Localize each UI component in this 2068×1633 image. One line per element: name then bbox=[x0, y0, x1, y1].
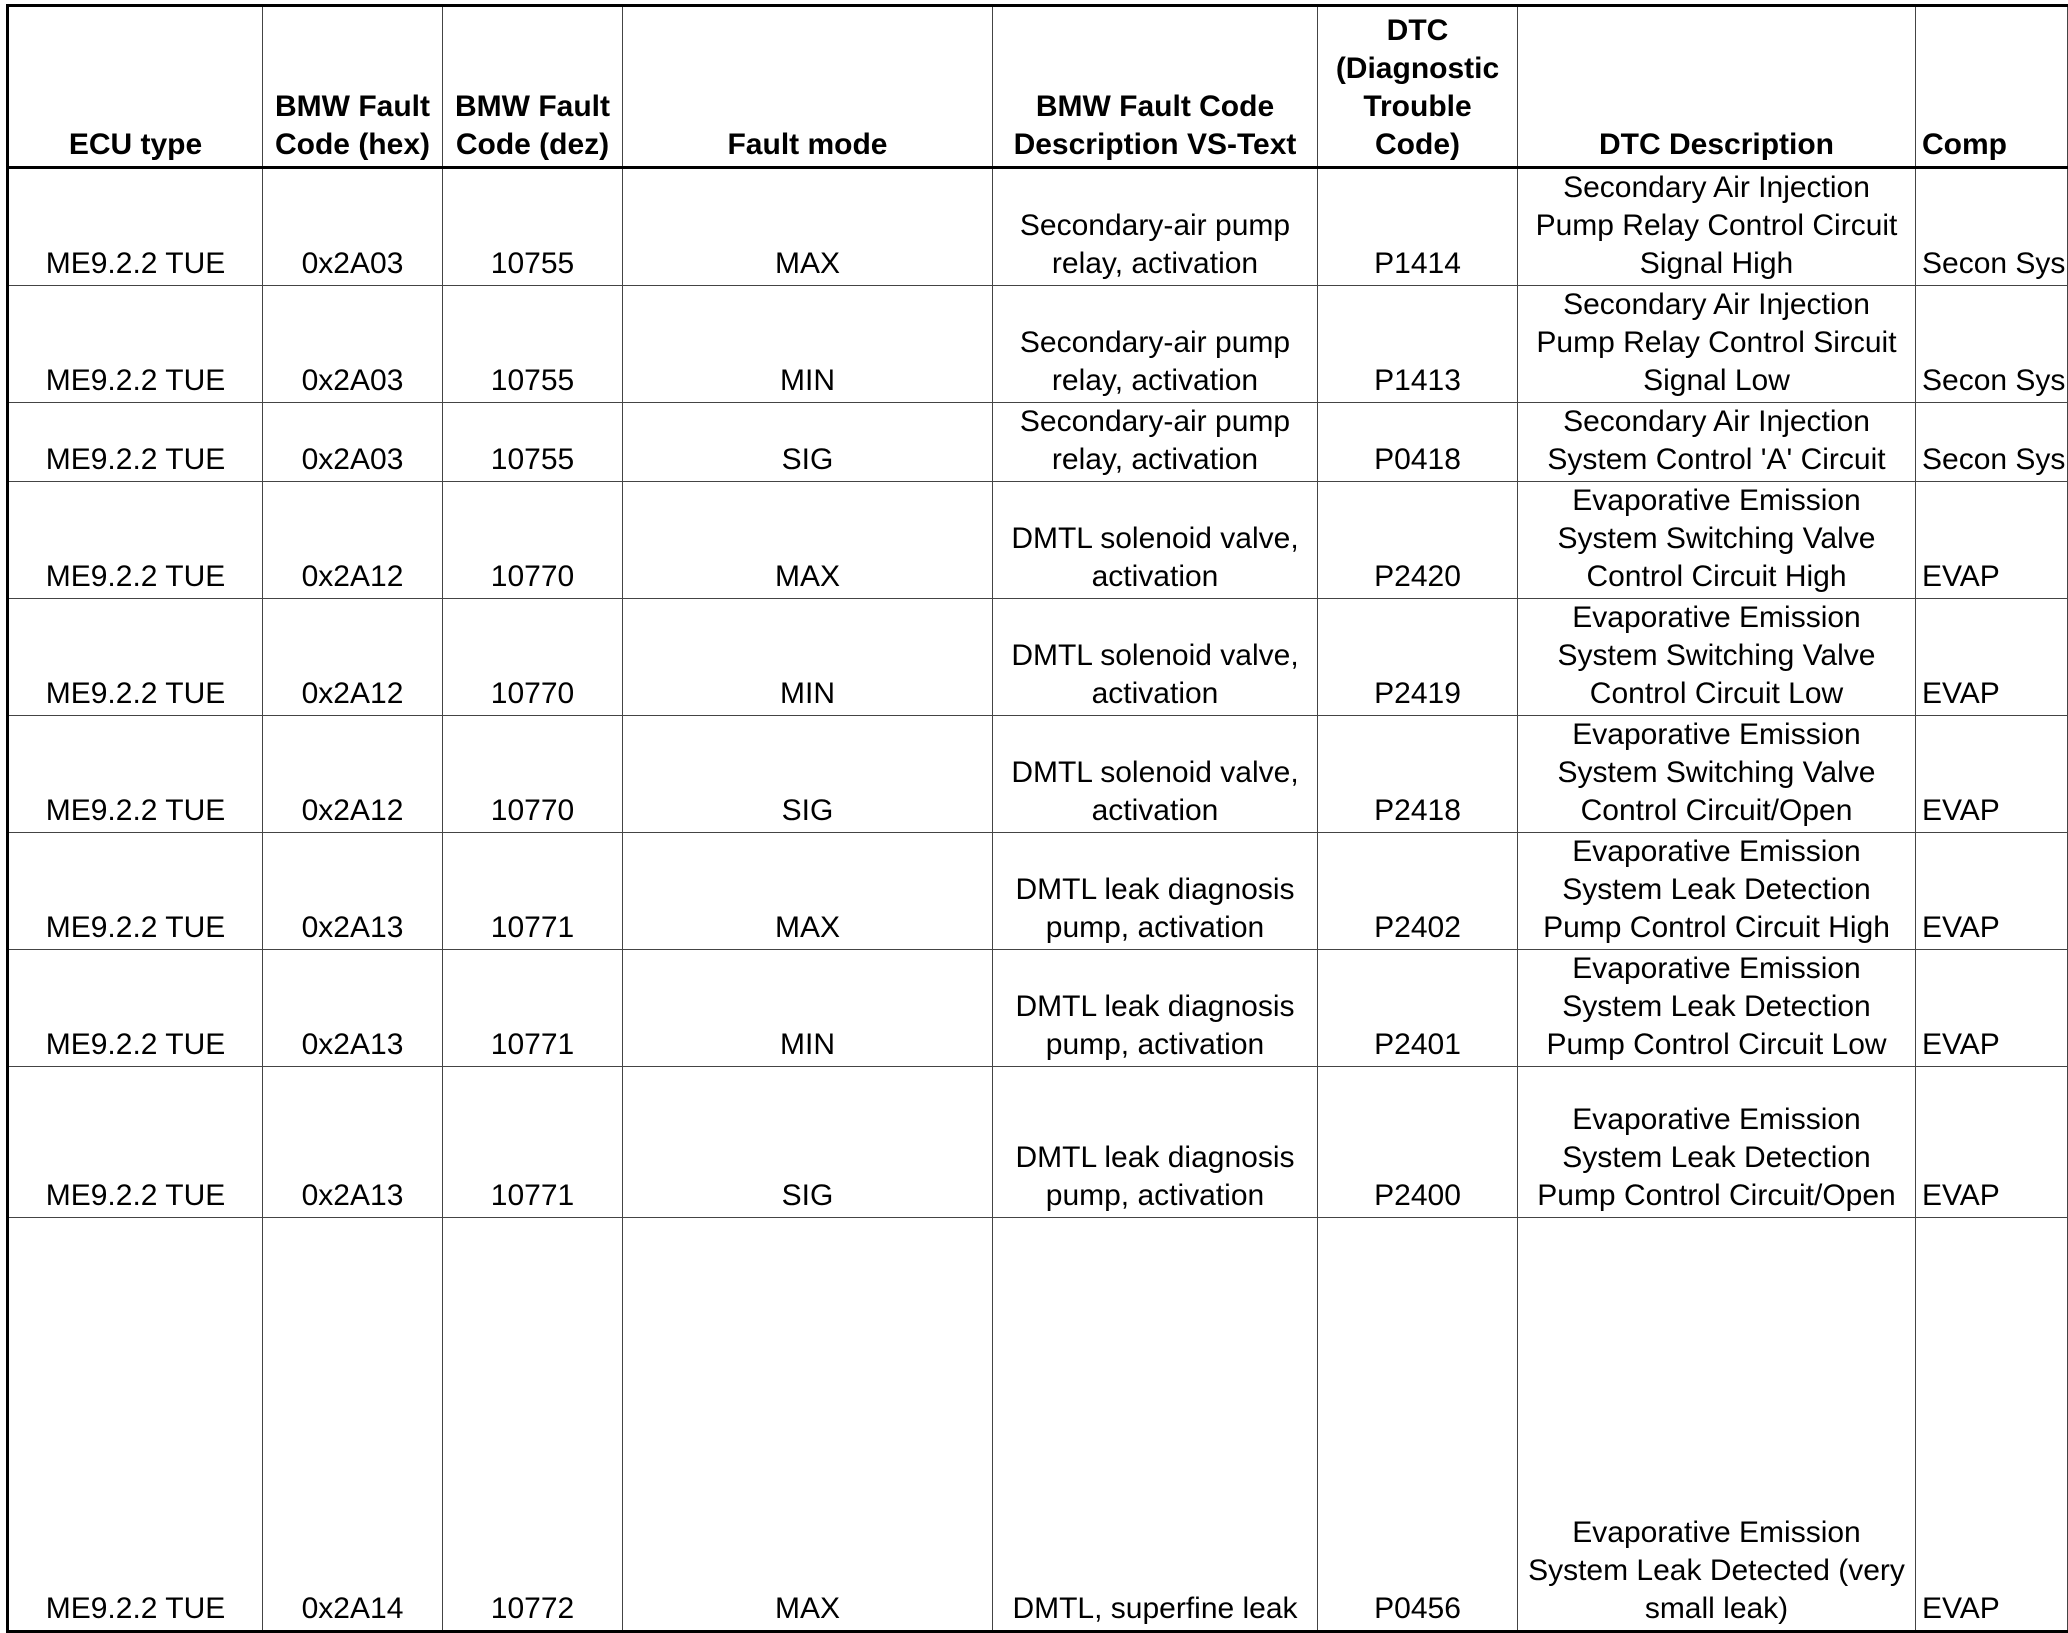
cell-fault-dez: 10755 bbox=[443, 403, 623, 482]
table-row bbox=[8, 1067, 2068, 1218]
cell-dtc-description: Evaporative Emission System Leak Detection Pump Control Circuit Low bbox=[1518, 950, 1916, 1067]
cell-component: EVAP bbox=[1916, 833, 2068, 950]
header-ecu-type: ECU type bbox=[8, 6, 263, 168]
fault-code-table bbox=[6, 4, 2068, 1633]
cell-fault-hex: 0x2A03 bbox=[263, 403, 443, 482]
table-row bbox=[8, 1218, 2068, 1632]
cell-fault-mode: MIN bbox=[623, 286, 993, 403]
cell-dtc-description: Secondary Air Injection Pump Relay Control Sircuit Signal Low bbox=[1518, 286, 1916, 403]
table-row bbox=[8, 833, 2068, 950]
cell-dtc: P0456 bbox=[1318, 1218, 1518, 1632]
cell-fault-mode: MIN bbox=[623, 950, 993, 1067]
header-vs-text: BMW Fault Code Description VS-Text bbox=[993, 6, 1318, 168]
header-row bbox=[8, 6, 2068, 168]
cell-dtc-description: Evaporative Emission System Switching Valve Control Circuit/Open bbox=[1518, 716, 1916, 833]
cell-vs-text: DMTL leak diagnosis pump, activation bbox=[993, 833, 1318, 950]
cell-dtc: P2401 bbox=[1318, 950, 1518, 1067]
cell-fault-hex: 0x2A03 bbox=[263, 168, 443, 286]
cell-vs-text: Secondary-air pump relay, activation bbox=[993, 168, 1318, 286]
cell-dtc-description: Secondary Air Injection System Control 'A' Circuit bbox=[1518, 403, 1916, 482]
cell-vs-text: Secondary-air pump relay, activation bbox=[993, 286, 1318, 403]
cell-vs-text: DMTL, superfine leak bbox=[993, 1218, 1318, 1632]
header-fault-mode: Fault mode bbox=[623, 6, 993, 168]
cell-fault-dez: 10771 bbox=[443, 833, 623, 950]
cell-ecu-type: ME9.2.2 TUE bbox=[8, 168, 263, 286]
cell-fault-mode: MAX bbox=[623, 168, 993, 286]
cell-fault-dez: 10770 bbox=[443, 482, 623, 599]
cell-fault-dez: 10755 bbox=[443, 168, 623, 286]
cell-fault-dez: 10772 bbox=[443, 1218, 623, 1632]
cell-ecu-type: ME9.2.2 TUE bbox=[8, 950, 263, 1067]
cell-dtc-description: Evaporative Emission System Switching Valve Control Circuit Low bbox=[1518, 599, 1916, 716]
cell-fault-mode: MAX bbox=[623, 833, 993, 950]
cell-ecu-type: ME9.2.2 TUE bbox=[8, 1067, 263, 1218]
cell-fault-mode: MAX bbox=[623, 482, 993, 599]
cell-ecu-type: ME9.2.2 TUE bbox=[8, 599, 263, 716]
cell-component: EVAP bbox=[1916, 599, 2068, 716]
cell-vs-text: DMTL solenoid valve, activation bbox=[993, 716, 1318, 833]
cell-vs-text: DMTL solenoid valve, activation bbox=[993, 482, 1318, 599]
cell-component: EVAP bbox=[1916, 1218, 2068, 1632]
cell-fault-hex: 0x2A14 bbox=[263, 1218, 443, 1632]
cell-dtc: P2400 bbox=[1318, 1067, 1518, 1218]
cell-component: EVAP bbox=[1916, 716, 2068, 833]
cell-fault-dez: 10771 bbox=[443, 950, 623, 1067]
cell-component: EVAP bbox=[1916, 1067, 2068, 1218]
cell-fault-dez: 10770 bbox=[443, 599, 623, 716]
cell-fault-hex: 0x2A12 bbox=[263, 482, 443, 599]
cell-fault-hex: 0x2A12 bbox=[263, 716, 443, 833]
table-row bbox=[8, 716, 2068, 833]
cell-component: EVAP bbox=[1916, 482, 2068, 599]
cell-ecu-type: ME9.2.2 TUE bbox=[8, 482, 263, 599]
cell-fault-hex: 0x2A13 bbox=[263, 1067, 443, 1218]
cell-fault-hex: 0x2A13 bbox=[263, 950, 443, 1067]
table-row bbox=[8, 286, 2068, 403]
table-row bbox=[8, 482, 2068, 599]
cell-dtc: P0418 bbox=[1318, 403, 1518, 482]
cell-dtc-description: Evaporative Emission System Leak Detected (very small leak) bbox=[1518, 1218, 1916, 1632]
cell-fault-mode: MIN bbox=[623, 599, 993, 716]
header-dtc-description: DTC Description bbox=[1518, 6, 1916, 168]
header-component: Comp bbox=[1916, 6, 2068, 168]
cell-dtc-description: Evaporative Emission System Switching Valve Control Circuit High bbox=[1518, 482, 1916, 599]
header-fault-code-hex: BMW Fault Code (hex) bbox=[263, 6, 443, 168]
cell-ecu-type: ME9.2.2 TUE bbox=[8, 716, 263, 833]
table-row bbox=[8, 950, 2068, 1067]
cell-fault-hex: 0x2A13 bbox=[263, 833, 443, 950]
header-dtc: DTC (Diagnostic Trouble Code) bbox=[1318, 6, 1518, 168]
cell-component: EVAP bbox=[1916, 950, 2068, 1067]
cell-vs-text: Secondary-air pump relay, activation bbox=[993, 403, 1318, 482]
cell-dtc: P2419 bbox=[1318, 599, 1518, 716]
cell-component: Secon Sys bbox=[1916, 286, 2068, 403]
spreadsheet-sheet bbox=[6, 4, 2066, 1625]
cell-vs-text: DMTL leak diagnosis pump, activation bbox=[993, 1067, 1318, 1218]
cell-fault-mode: SIG bbox=[623, 1067, 993, 1218]
table-row bbox=[8, 403, 2068, 482]
cell-dtc-description: Secondary Air Injection Pump Relay Control Circuit Signal High bbox=[1518, 168, 1916, 286]
cell-ecu-type: ME9.2.2 TUE bbox=[8, 833, 263, 950]
cell-ecu-type: ME9.2.2 TUE bbox=[8, 1218, 263, 1632]
cell-fault-hex: 0x2A12 bbox=[263, 599, 443, 716]
cell-ecu-type: ME9.2.2 TUE bbox=[8, 403, 263, 482]
cell-ecu-type: ME9.2.2 TUE bbox=[8, 286, 263, 403]
cell-vs-text: DMTL solenoid valve, activation bbox=[993, 599, 1318, 716]
cell-dtc-description: Evaporative Emission System Leak Detection Pump Control Circuit High bbox=[1518, 833, 1916, 950]
table-row bbox=[8, 599, 2068, 716]
cell-dtc: P2418 bbox=[1318, 716, 1518, 833]
cell-dtc: P1414 bbox=[1318, 168, 1518, 286]
cell-fault-hex: 0x2A03 bbox=[263, 286, 443, 403]
cell-dtc: P2420 bbox=[1318, 482, 1518, 599]
cell-fault-dez: 10755 bbox=[443, 286, 623, 403]
cell-dtc: P1413 bbox=[1318, 286, 1518, 403]
cell-component: Secon Sys bbox=[1916, 168, 2068, 286]
table-row bbox=[8, 168, 2068, 286]
header-fault-code-dez: BMW Fault Code (dez) bbox=[443, 6, 623, 168]
cell-dtc-description: Evaporative Emission System Leak Detection Pump Control Circuit/Open bbox=[1518, 1067, 1916, 1218]
cell-dtc: P2402 bbox=[1318, 833, 1518, 950]
cell-fault-dez: 10771 bbox=[443, 1067, 623, 1218]
cell-vs-text: DMTL leak diagnosis pump, activation bbox=[993, 950, 1318, 1067]
cell-fault-dez: 10770 bbox=[443, 716, 623, 833]
cell-fault-mode: SIG bbox=[623, 403, 993, 482]
cell-component: Secon Sys bbox=[1916, 403, 2068, 482]
cell-fault-mode: MAX bbox=[623, 1218, 993, 1632]
cell-fault-mode: SIG bbox=[623, 716, 993, 833]
